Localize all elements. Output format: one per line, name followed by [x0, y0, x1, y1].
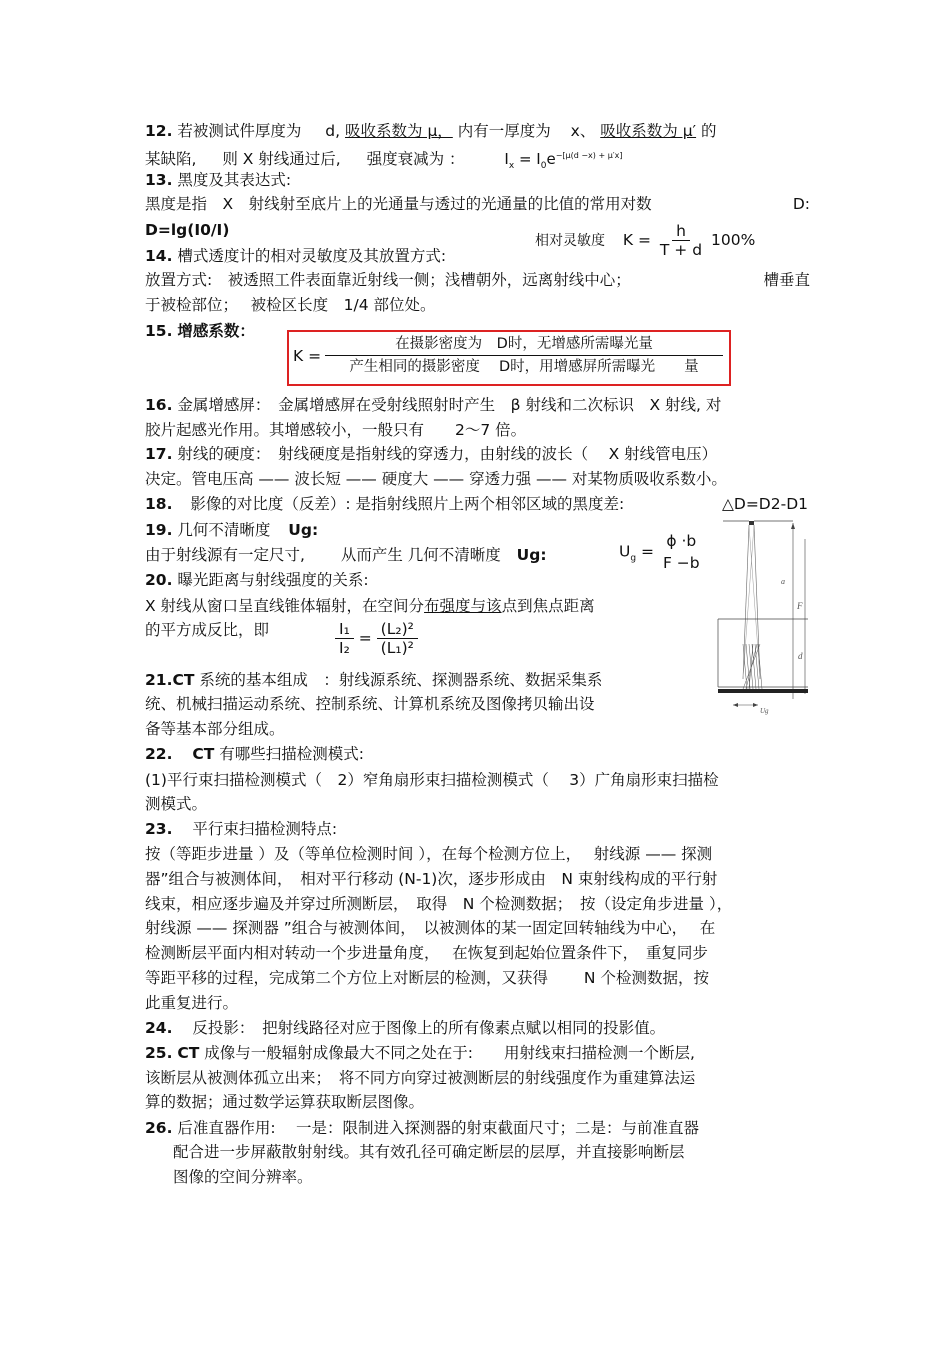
q19-line1-text: 由于射线源有一定尺寸, 从而产生 几何不清晰度 [145, 546, 501, 564]
q23-line: 射线源 —— 探测器 ”组合与被测体间， 以被测体的某一固定回转轴线为中心， 在 [145, 919, 716, 937]
q14-line1-text: 放置方式: 被透照工件表面靠近射线一侧；浅槽朝外，远离射线中心； [145, 271, 631, 289]
q14-line2 [145, 295, 436, 315]
q23-title-text: 平行束扫描检测特点: [192, 820, 338, 838]
q18-line1-end: △D=D2-D1 [721, 495, 808, 513]
q13-line1-end: D: [792, 195, 810, 213]
figure-drawing [713, 519, 813, 719]
q12-num: 12. [145, 122, 173, 140]
q12-line1 [145, 121, 717, 141]
q13-title [145, 170, 291, 190]
figure-label-ug: Ug [760, 707, 769, 715]
q19-formula: $U_g$ = ϕ ·b F −b [619, 530, 704, 574]
q18-num: 18. [145, 495, 173, 513]
q15-fraction [325, 333, 723, 378]
q23-line: 器”组合与被测体间， 相对平行移动 (N-1)次，逐步形成由 N 束射线构成的平行射 [145, 870, 718, 888]
q14-line2-text: 于被检部位； 被检区长度 1/4 部位处。 [145, 296, 436, 314]
q16-line1-text: 金属增感屏： 金属增感屏在受射线照射时产生 β 射线和二次标识 X 射线, 对 [177, 396, 722, 414]
q25-line2-text: 该断层从被测体孤立出来； 将不同方向穿过被测断层的射线强度作为重建算法运 [145, 1069, 696, 1087]
q15-title-text: 增感系数： [177, 322, 255, 340]
q14-formula [535, 222, 755, 259]
q25-line1-text: 成像与一般辐射成像最大不同之处在于: 用射线束扫描检测一个断层, [204, 1044, 695, 1062]
q22-title-text: 有哪些扫描检测模式: [219, 745, 364, 763]
q12-line2-c: 强度衰减为 ： [366, 150, 465, 168]
q19-title-text: 几何不清晰度 [177, 521, 271, 539]
q19-title-b: Ug: [288, 521, 319, 539]
q20-line2 [145, 620, 269, 640]
q23-line: 线束，相应逐步遍及并穿过所测断层， 取得 N 个检测数据； 按（设定角步进量 ）， [145, 895, 733, 913]
q12-line2-a: 某缺陷, [145, 150, 197, 168]
q20-fraction-right: $\frac{\text{(L₂)²}}{\text{(L₁)²}}$ [377, 620, 418, 657]
q14-num: 14. [145, 247, 173, 265]
q20-line1-a: X 射线从窗口呈直线锥体辐射，在空间分 [145, 597, 425, 615]
q14-formula-tail: 100% [711, 231, 756, 249]
q22-title-b: CT [192, 745, 215, 763]
q26-line3 [173, 1167, 313, 1187]
q20-num: 20. [145, 571, 173, 589]
q13-formula-text: D=lg(I0/I) [145, 221, 230, 239]
q16-num: 16. [145, 396, 173, 414]
q14-title [145, 246, 446, 266]
q21-line3 [145, 719, 285, 739]
q20-line1-b: 点到焦点距离 [501, 597, 595, 615]
q13-line1-text: 黑度是指 X 射线射至底片上的光通量与透过的光通量的比值的常用对数 [145, 195, 652, 213]
q14-line1 [145, 270, 810, 290]
q25-title-b: CT [177, 1044, 200, 1062]
q22-title [145, 744, 364, 764]
q15-formula-box [287, 330, 731, 386]
q12-mu-text: 吸收系数为 μ， [345, 122, 453, 140]
q21-line1 [145, 670, 602, 690]
q14-formula-k: K = [622, 231, 651, 249]
q21-line2 [145, 694, 595, 714]
q22-num: 22. [145, 745, 173, 763]
geometric-unsharpness-figure [713, 519, 813, 719]
q25-line3-text: 算的数据；通过数学运算获取断层图像。 [145, 1093, 425, 1111]
q19-line1-b: Ug: [516, 546, 547, 564]
q13-formula [145, 220, 229, 240]
figure-label-d: d [798, 651, 803, 661]
q20-title [145, 570, 369, 590]
figure-label-F: F [797, 601, 803, 611]
q20-title-text: 曝光距离与射线强度的关系: [177, 571, 369, 589]
q22-line1 [145, 770, 719, 790]
q25-num: 25. [145, 1044, 173, 1062]
q26-num: 26. [145, 1119, 173, 1137]
q16-line1 [145, 395, 721, 415]
q25-line3 [145, 1092, 424, 1112]
q21-line3-text: 备等基本部分组成。 [145, 720, 285, 738]
q12-line2-b: 则 X 射线通过后, [222, 150, 341, 168]
q21-num: 21.CT [145, 671, 195, 689]
q26-line3-text: 图像的空间分辨率。 [173, 1168, 313, 1186]
q20-line1-u: 布强度与该 [424, 597, 502, 615]
q23-title [145, 819, 337, 839]
q12-text-c: 的 [701, 122, 717, 140]
q12-mu2-text: 吸收系数为 μ′ [600, 122, 697, 140]
q17-line1 [145, 444, 717, 464]
q22-line2-text: 测模式。 [145, 795, 208, 813]
q26-line1 [145, 1118, 699, 1138]
q19-title [145, 520, 318, 540]
q23-line: 检测断层平面内相对转动一个步进量角度， 在恢复到起始位置条件下， 重复同步 [145, 944, 708, 962]
q22-line2 [145, 794, 207, 814]
q17-line1-text: 射线的硬度： 射线硬度是指射线的穿透力，由射线的波长（ X 射线管电压） [177, 445, 718, 463]
q16-line2 [145, 420, 526, 440]
q18-line1 [145, 494, 810, 514]
q19-line1 [145, 545, 547, 565]
q25-line2 [145, 1068, 695, 1088]
q26-line1-text: 后准直器作用: 一是：限制进入探测器的射束截面尺寸；二是：与前准直器 [177, 1119, 700, 1137]
q16-line2-text: 胶片起感光作用。其增感较小，一般只有 2～7 倍。 [145, 421, 527, 439]
q14-formula-label: 相对灵敏度 [535, 233, 605, 249]
q15-title [145, 321, 255, 341]
q14-title-text: 槽式透度计的相对灵敏度及其放置方式: [177, 247, 447, 265]
q17-num: 17. [145, 445, 173, 463]
q19-fraction: ϕ ·b F −b [662, 532, 700, 572]
q14-line1-end: 槽垂直 [763, 271, 810, 289]
q25-line1 [145, 1043, 695, 1063]
q17-line2 [145, 469, 727, 489]
figure-label-a: a [781, 577, 785, 586]
q20-formula: $\frac{\text{I₁}}{\text{I₂}}$ = $\frac{\text{(L₂)²}}{\text{(L₁)²}}$ [335, 620, 418, 657]
q26-line2 [173, 1142, 685, 1162]
q12-text-b: 内有一厚度为 [457, 122, 551, 140]
q22-line1-text: (1)平行束扫描检测模式（ 2）窄角扇形束扫描检测模式（ 3）广角扇形束扫描检 [145, 771, 719, 789]
q12-x: x、 [570, 122, 596, 140]
q23-line: 等距平移的过程，完成第二个方位上对断层的检测，又获得 N 个检测数据，按 [145, 969, 709, 987]
q21-line2-text: 统、机械扫描运动系统、控制系统、计算机系统及图像拷贝输出设 [145, 695, 595, 713]
q12-d: d, [325, 122, 341, 140]
q15-formula-num: 在摄影密度为 D时，无增感所需曝光量 [325, 333, 723, 356]
q12-text-a: 若被测试件厚度为 [177, 122, 302, 140]
q12-formula: $I_x = I_0e^{-[\mu(d -x) + \mu'x]}$ [504, 150, 623, 171]
q24-line1 [145, 1018, 665, 1038]
q14-fraction: $\frac{h}{T + d}$ [659, 222, 703, 259]
q23-line: 此重复进行。 [145, 994, 239, 1012]
q13-num: 13. [145, 171, 173, 189]
q15-num: 15. [145, 322, 173, 340]
q13-title-text: 黑度及其表达式: [177, 171, 292, 189]
q20-fraction-left: $\frac{\text{I₁}}{\text{I₂}}$ [335, 620, 354, 657]
q20-line1 [145, 596, 595, 616]
q15-formula-den: 产生相同的摄影密度 D时，用增感屏所需曝光 量 [349, 359, 699, 375]
q24-num: 24. [145, 1019, 173, 1037]
q17-line2-text: 决定。管电压高 —— 波长短 —— 硬度大 —— 穿透力强 —— 对某物质吸收系数小。 [145, 470, 727, 488]
q13-line1 [145, 194, 810, 214]
q18-line1-text: 影像的对比度（反差）: 是指射线照片上两个相邻区域的黑度差: [190, 495, 625, 513]
q23-line: 按（等距步进量 ）及（等单位检测时间 ），在每个检测方位上， 射线源 —— 探测 [145, 845, 713, 863]
q21-line1-text: 系统的基本组成 ：射线源系统、探测器系统、数据采集系 [199, 671, 603, 689]
q19-num: 19. [145, 521, 173, 539]
q23-num: 23. [145, 820, 173, 838]
q26-line2-text: 配合进一步屏蔽散射射线。其有效孔径可确定断层的层厚，并直接影响断层 [173, 1143, 685, 1161]
q15-formula-k: K = [293, 347, 322, 365]
q24-line1-text: 反投影： 把射线路径对应于图像上的所有像素点赋以相同的投影值。 [192, 1019, 666, 1037]
q20-line2-text: 的平方成反比，即 [145, 621, 270, 639]
